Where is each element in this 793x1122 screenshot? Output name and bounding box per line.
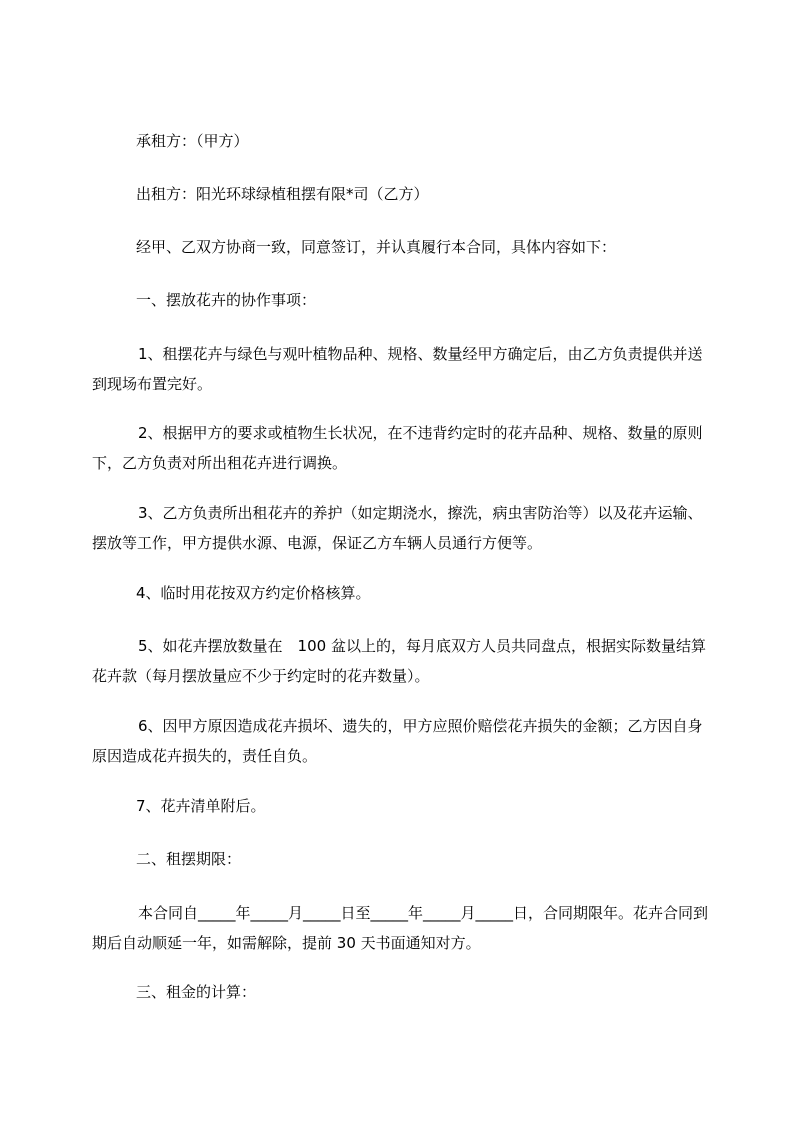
clause-item-3: 3、乙方负责所出租花卉的养护（如定期浇水，擦洗，病虫害防治等）以及花卉运输、摆放等工作，甲方提供水源、电源，保证乙方车辆人员通行方便等。 (92, 504, 703, 552)
intro-paragraph: 经甲、乙双方协商一致，同意签订，并认真履行本合同，具体内容如下： (136, 238, 617, 256)
clause-item-6: 6、因甲方原因造成花卉损坏、遗失的，甲方应照价赔偿花卉损失的金额；乙方因自身原因造成花卉损失的，责任自负。 (92, 717, 703, 765)
clause-item-4: 4、临时用花按双方约定价格核算。 (136, 584, 371, 602)
section-heading-rent: 三、租金的计算： (136, 983, 257, 1001)
clause-item-5: 5、如花卉摆放数量在 100 盆以上的，每月底双方人员共同盘点，根据实际数量结算花卉款（每月摆放量应不少于约定时的花卉数量）。 (92, 637, 706, 685)
section-heading-term: 二、租摆期限： (136, 850, 242, 868)
clause-item-1: 1、租摆花卉与绿色与观叶植物品种、规格、数量经甲方确定后，由乙方负责提供并送到现场布置完好。 (92, 345, 703, 393)
section-heading-cooperation: 一、摆放花卉的协作事项： (136, 291, 317, 309)
lessor-line: 出租方：阳光环球绿植租摆有限*司（乙方） (136, 185, 429, 203)
lessee-line: 承租方：（甲方） (136, 132, 249, 150)
term-paragraph: 本合同自_____年_____月_____日至_____年_____月_____日，合同期限年。花卉合同到期后自动顺延一年，如需解除，提前 30 天书面通知对方。 (92, 904, 709, 952)
clause-item-2: 2、根据甲方的要求或植物生长状况，在不违背约定时的花卉品种、规格、数量的原则下，乙方负责对所出租花卉进行调换。 (92, 424, 703, 472)
clause-item-7: 7、花卉清单附后。 (136, 797, 266, 815)
